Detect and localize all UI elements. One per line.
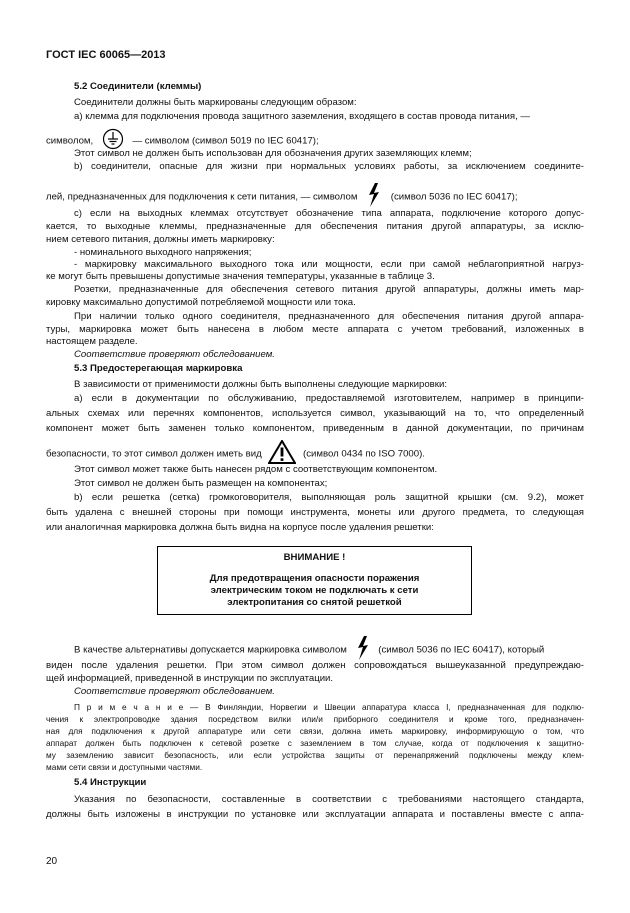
page-number: 20 [46,856,58,867]
s52-n-line3: настоящем разделе. [46,336,138,347]
s52-intro: Соединители должны быть маркированы следующим образом: [74,97,357,108]
section-5-3-title: 5.3 Предостерегающая маркировка [74,363,243,374]
s52-c-line5: - маркировку максимального выходного тока или мощности, если при самой неблагоприятной нагруз- [74,259,584,270]
warning-line2: электрическим током не подключать к сети [210,585,419,596]
warning-title: ВНИМАНИЕ ! [283,552,346,563]
s52-r-line2: кировку максимально допустимой потребляемой мощности или тока. [46,297,356,308]
s52-c-line6: ке могут быть превышены допустимые значения температуры, указанные в таблице 3. [46,271,435,282]
note-label: П р и м е ч а н и е [74,702,184,712]
s52-b-text1: лей, предназначенных для подключения к сети питания, — символом [46,191,358,203]
s52-c-line1: c) если на выходных клеммах отсутствует обозначение типа аппарата, подключение которого допус- [74,208,584,219]
s52-n-line2: туры, маркировка может быть нанесена в любом месте аппарата с учетом требований, изложенных в [46,324,584,335]
dangerous-voltage-icon [367,183,381,211]
note-text1: — В Финляндии, Норвегии и Швеции аппаратура класса I, предназначенная для подклю- [183,702,585,712]
s54-line1: Указания по безопасности, составленные в соответствии с требованиями настоящего стандарта, [74,794,584,805]
s53-b-line2: быть удалена с внешней стороны при помощи инструмента, монеты или другого предмета, то следующая [46,507,584,518]
s54-line2: должны быть изложены в инструкции по установке или эксплуатации аппарата и поставлены вместе с аппа- [46,809,584,820]
s53-a-line1: а) если в документации по обслуживанию, предоставляемой изготовителем, например в принципи- [74,393,584,404]
s53-intro: В зависимости от применимости должны быть выполнены следующие маркировки: [74,379,447,390]
s52-c-line4: - номинального выходного напряжения; [74,247,252,258]
section-5-4-title: 5.4 Инструкции [74,777,147,788]
s53-a-text2: (символ 0434 по ISO 7000). [303,448,425,460]
note-line6: мами сети связи и доступными частями. [46,762,203,772]
s52-n-line1: При наличии только одного соединителя, предназначенного для обеспечения питания другой аппара- [74,311,584,322]
note-line2: чения к электропроводке здания посредством вилки или/и приборного соединителя и кроме того, предназначен- [46,714,584,724]
s52-a-text2: — символом (символ 5019 по IEC 60417); [132,135,319,147]
note-line4: аппарат должен быть подключен к сетевой розетке с заземлением в том случае, когда от подключения к защитно- [46,738,584,748]
s52-a-line1: а) клемма для подключения провода защитного заземления, входящего в состав провода питания, — [74,111,531,122]
s53-alt-text2: (символ 5036 по IEC 60417), который [378,644,545,656]
s53-compliance: Соответствие проверяют обследованием. [74,686,275,697]
s52-a-text1: символом, [46,135,94,147]
s53-a-line3: компонент может быть заменен только компонентом, приведенным в данной документации, по причинам [46,423,584,434]
note-line3: ная для подключения к другой аппаратуре или сети связи, должна иметь маркировку, информирующую о том, что [46,726,584,736]
s53-b-line1: b) если решетка (сетка) громкоговорителя, выполняющая роль защитной крышки (см. 9.2), может [74,492,584,503]
warning-line1: Для предотвращения опасности поражения [209,573,420,584]
s53-alt-text1: В качестве альтернативы допускается маркировка символом [74,644,347,656]
note-line1 [74,702,584,713]
s52-r-line1: Розетки, предназначенные для обеспечения сетевого питания другой аппаратуры, должны иметь мар- [74,284,584,295]
s52-c-line3: нием сетевого питания, должны иметь маркировку: [46,234,275,245]
s52-b-line1: b) соединители, опасные для жизни при нормальных условиях работы, за исключением соедините- [74,161,584,172]
s52-compliance: Соответствие проверяют обследованием. [74,349,275,360]
s53-alt-line3: щей информацией, приведенной в инструкции по эксплуатации. [46,673,334,684]
s53-alt-line2: виден после удаления решетки. При этом символ должен сопровождаться вышеуказанной предупреждаю- [46,660,584,671]
s53-a-line5: Этот символ может также быть нанесен рядом с соответствующим компонентом. [74,464,438,475]
warning-box [157,546,472,615]
s52-b-line2 [46,183,518,211]
s52-b-text2: (символ 5036 по IEC 60417); [390,191,518,203]
note-line5: му заземлению зависит безопасность, или если устройства защиты от перенапряжений подключены между клем- [46,750,584,760]
s52-a-line3: Этот символ не должен быть использован для обозначения других заземляющих клемм; [74,148,472,159]
s53-a-line6: Этот символ не должен быть размещен на компонентах; [74,478,328,489]
standard-header: ГОСТ IEC 60065—2013 [46,49,166,61]
s53-a-line2: альных схемах или перечнях компонентов, используется символ, указывающий на то, что определенный [46,408,584,419]
warning-line3: электропитания со снятой решеткой [227,597,402,608]
section-5-2-title: 5.2 Соединители (клеммы) [74,81,202,92]
s53-a-text1: безопасности, то этот символ должен иметь вид [46,448,262,460]
s52-c-line2: кается, то выходные клеммы, предназначенные для обеспечения питания другой аппаратуры, за исклю- [46,221,584,232]
s53-b-line3: или аналогичная маркировка должна быть видна на корпусе после удаления решетки: [46,522,434,533]
